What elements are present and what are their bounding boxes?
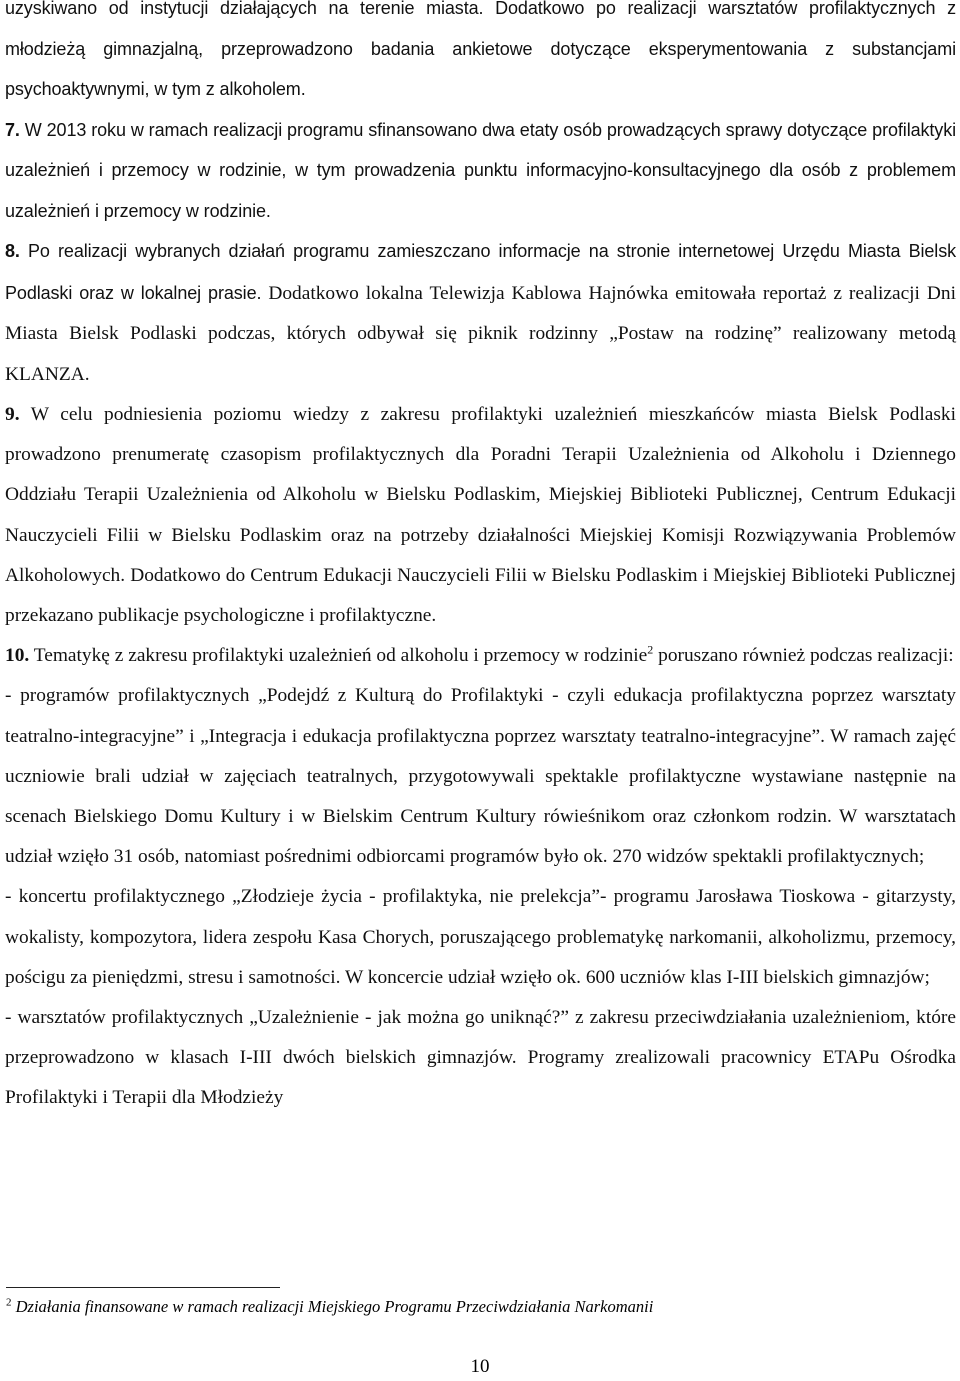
list-item: - programów profilaktycznych „Podejdź z Kulturą do Profilaktyki - czyli edukacja profilaktyczna poprzez warsztaty teatralno-integracyjne” i „Integracja i edukacja profilaktyczna poprzez warsztaty teatralno-integracyjne”. W ramach zajęć uczniowie brali udział w zajęciach teatralnych, przygotowywali spektakle profilaktyczne wystawiane następnie na scenach Bielskiego Domu Kultury i w Bielskim Centrum Kultury rówieśnikom oraz członkom rodzin. W warsztatach udział wzięło 31 osób, natomiast pośrednimi odbiorcami programów było ok. 270 widzów spektakli profilaktycznych; — [5, 685, 956, 868]
list-item: - koncertu profilaktycznego „Złodzieje życia - profilaktyka, nie prelekcja”- programu Jarosława Tioskowa - gitarzysty, wokalisty, kompozytora, lidera zespołu Kasa Chorych, poruszającego problematykę narkomanii, alkoholizmu, przemocy, pościgu za pieniędzmi, stresu i samotności. W koncercie udział wzięło ok. 600 uczniów klas I-III bielskich gimnazjów; — [5, 886, 956, 988]
item-7-text: W 2013 roku w ramach realizacji programu sfinansowano dwa etaty osób prowadzących sprawy dotyczące profilaktyki uzależnień i przemocy w rodzinie, w tym prowadzenia punktu informacyjno-konsultacyjnego dla osób z problemem uzależnień i przemocy w rodzinie. — [5, 119, 956, 221]
item-8-paragraph — [5, 231, 956, 395]
item-9-text: W celu podniesienia poziomu wiedzy z zakresu profilaktyki uzależnień mieszkańców miasta Bielsk Podlaski prowadzono prenumeratę czasopism profilaktycznych dla Poradni Terapii Uzależnienia od Alkoholu i Dziennego Oddziału Terapii Uzależnienia od Alkoholu w Bielsku Podlaskim, Miejskiej Biblioteki Publicznej, Centrum Edukacji Nauczycieli Filii w Bielsku Podlaskim oraz na potrzeby działalności Miejskiej Komisji Rozwiązywania Problemów Alkoholowych. Dodatkowo do Centrum Edukacji Nauczycieli Filii w Bielsku Podlaskim i Miejskiej Biblioteki Publicznej przekazano publikacje psychologiczne i profilaktyczne. — [5, 404, 956, 627]
item-10-paragraph — [5, 636, 956, 676]
item-9-number: 9. — [5, 404, 20, 425]
item-10-text-b: poruszano również podczas realizacji: — [653, 645, 954, 667]
item-8-text-b: Dodatkowo lokalna Telewizja Kablowa Hajnówka emitowała reportaż z realizacji Dni Miasta Bielsk Podlaski podczas, których odbywał się piknik rodzinny „Postaw na rodzinę” realizowany metodą KLANZA. — [5, 282, 956, 385]
item-9-paragraph — [5, 395, 956, 636]
footnote — [6, 1296, 946, 1318]
page-number: 10 — [470, 1356, 490, 1377]
item-8-text-a: Po realizacji wybranych działań programu zamieszczano informacje na stronie internetowej Urzędu Miasta Bielsk Podlaski oraz w lokalnej prasie. — [5, 241, 956, 303]
list-item: - warsztatów profilaktycznych „Uzależnienie - jak można go uniknąć?” z zakresu przeciwdziałania uzależnieniom, które przeprowadzono w klasach I-III dwóch bielskich gimnazjów. Programy zrealizowali pracownicy ETAPu Ośrodka Profilaktyki i Terapii dla Młodzieży — [5, 1007, 956, 1109]
footnote-reference: 2 — [647, 642, 654, 657]
item-7-number: 7. — [5, 119, 20, 140]
footnote-divider — [6, 1287, 280, 1288]
footnote-text: Działania finansowane w ramach realizacji Miejskiego Programu Przeciwdziałania Narkomanii — [11, 1297, 654, 1316]
item-7-paragraph — [5, 110, 956, 232]
intro-text: uzyskiwano od instytucji działających na terenie miasta. Dodatkowo po realizacji warsztatów profilaktycznych z młodzieżą gimnazjalną, przeprowadzono badania ankietowe dotyczące eksperymentowania z substancjami psychoaktywnymi, w tym z alkoholem. — [5, 0, 956, 99]
footnote-number: 2 — [6, 1296, 12, 1309]
item-10-text-a: Tematykę z zakresu profilaktyki uzależnień od alkoholu i przemocy w rodzinie — [29, 645, 648, 667]
item-10-number: 10. — [5, 645, 30, 667]
item-8-number: 8. — [5, 241, 20, 261]
intro-paragraph — [5, 0, 956, 110]
